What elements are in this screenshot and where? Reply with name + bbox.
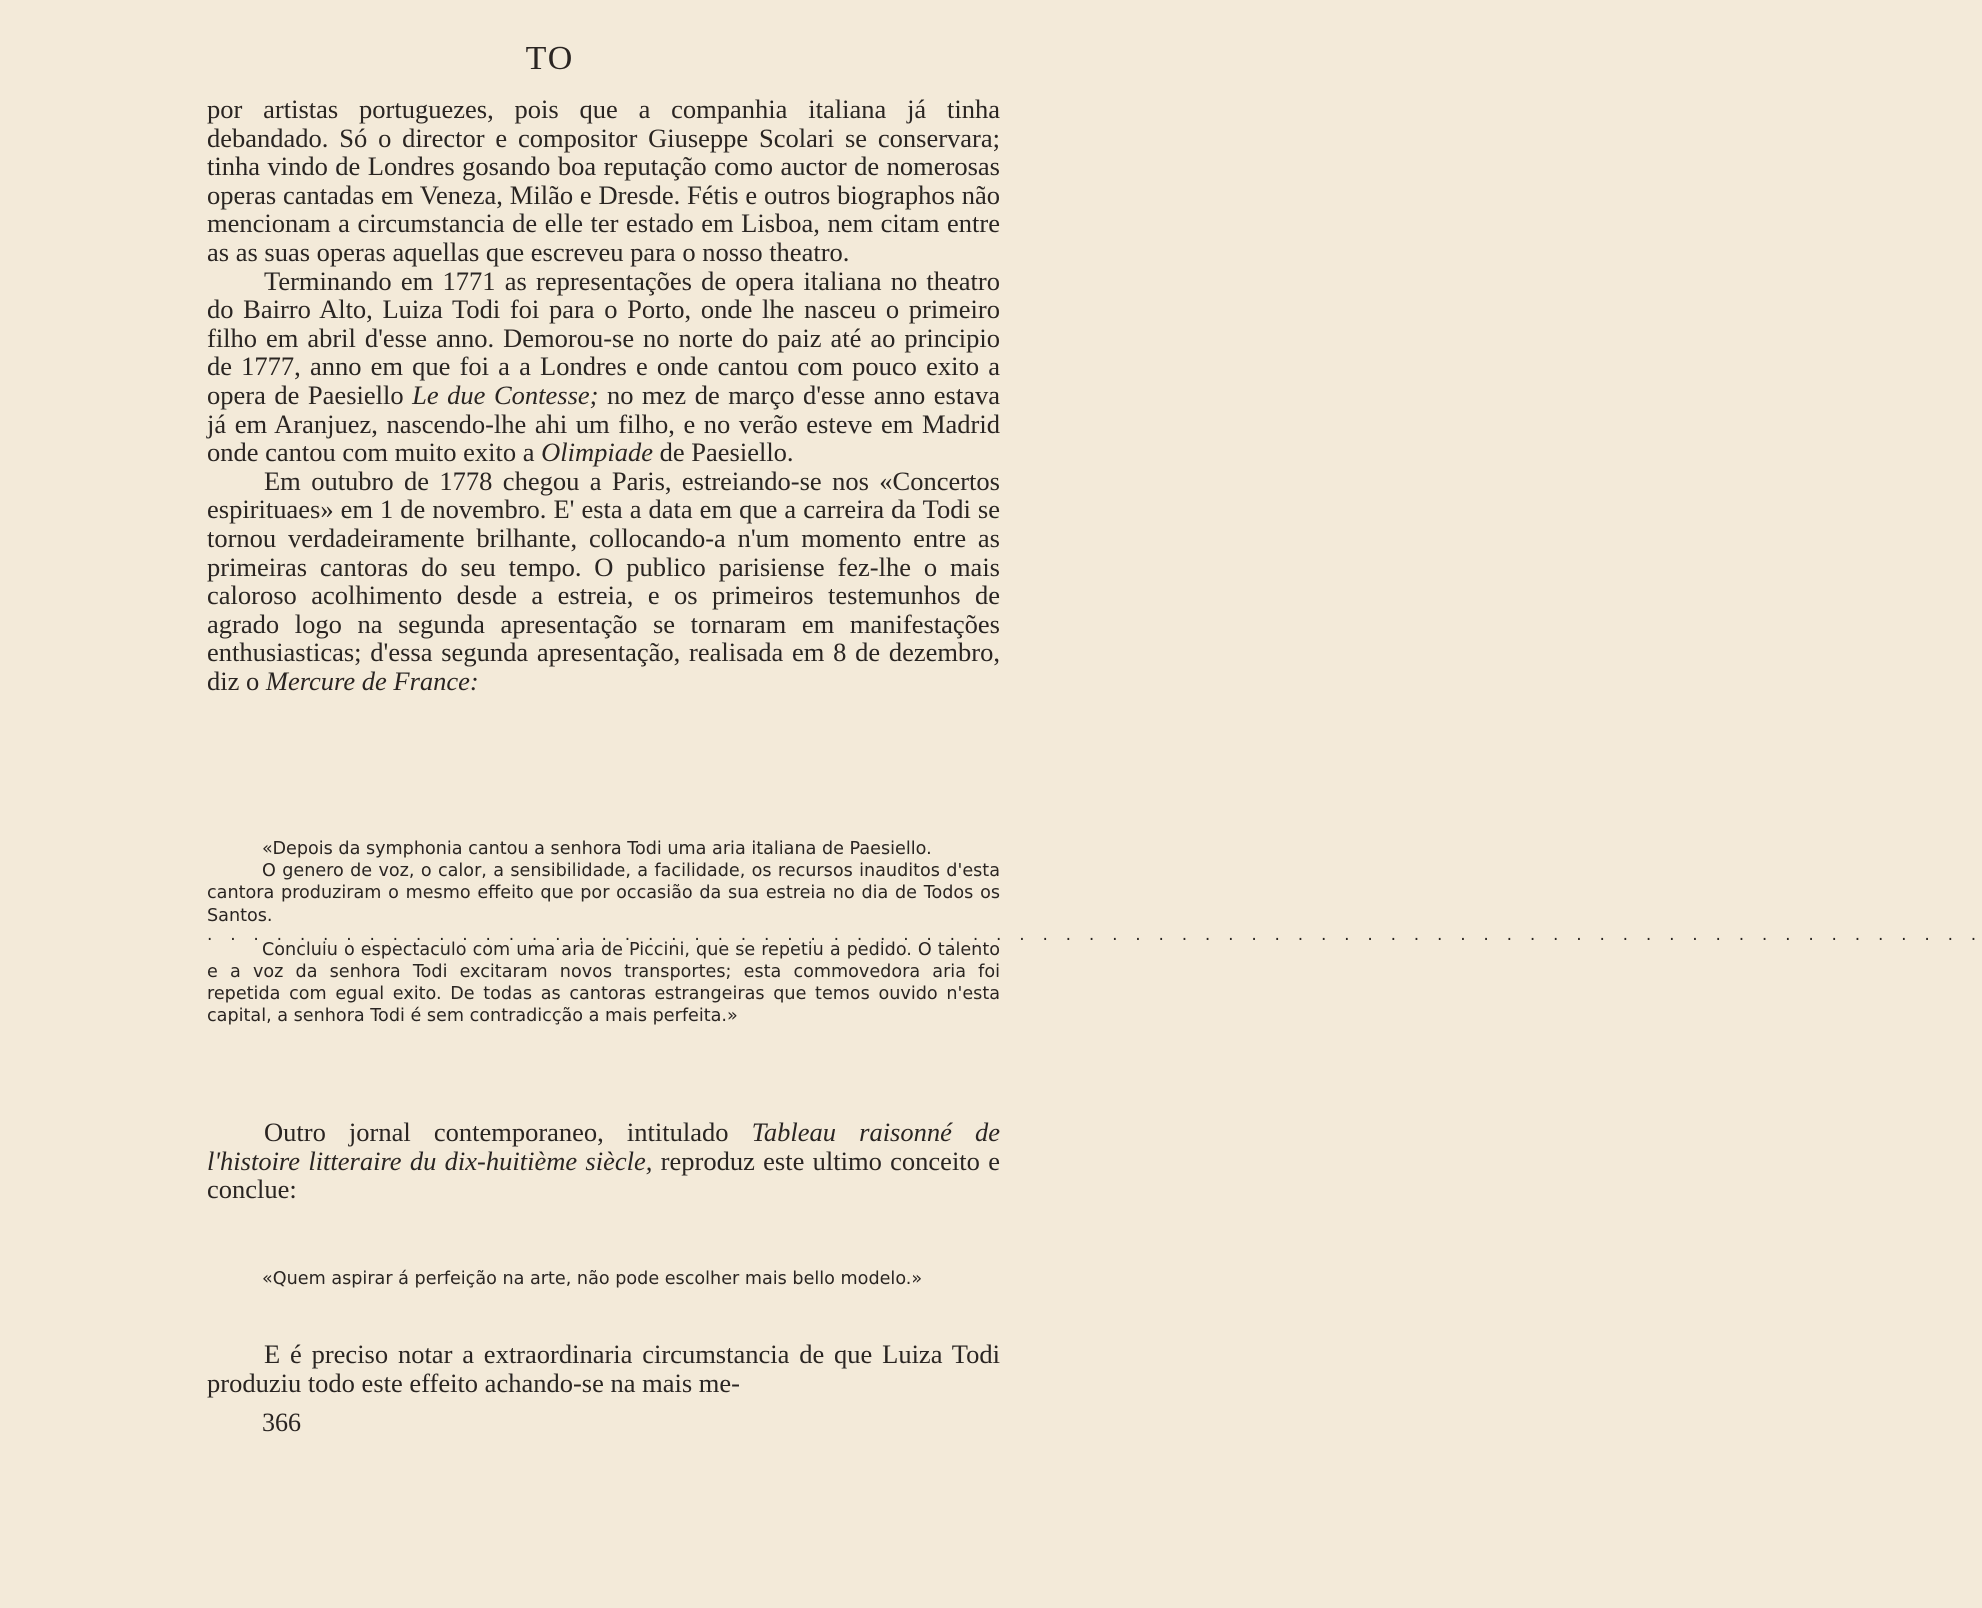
paragraph-2-text-c: de Paesiello. <box>653 437 794 468</box>
paragraph-2-text-b: no mez de março d'esse anno estava já em Aranjuez, nascendo-lhe ahi um filho, e no verão esteve em Madrid onde cantou com muito exito a <box>207 379 1000 468</box>
paragraph-2-text-a: Terminando em 1771 as representações de opera italiana no theatro do Bairro Alto, Luiza Todi foi para o Porto, onde lhe nasceu o primeiro filho em abril d'esse anno. Demorou-se no norte do paiz até ao principio de 1777, anno em que foi a a Londres e onde cantou com pouco exito a opera de Paesiello <box>207 265 1000 410</box>
main-text-block <box>207 95 1000 695</box>
paragraph-3-text: Em outubro de 1778 chegou a Paris, estreiando-se nos «Concertos espirituaes» em 1 de novembro. E' esta a data em que a carreira da Todi se tornou verdadeiramente brilhante, collocando-a n'um momento entre as primeiras cantoras do seu tempo. O publico parisiense fez-lhe o mais caloroso acolhimento desde a estreia, e os primeiros testemunhos de agrado logo na segunda apresentação se tornaram em manifestações enthusiasticas; d'essa segunda apresentação, realisada em 8 de dezembro, diz o <box>207 465 1000 696</box>
paragraph-4-block <box>207 1118 1000 1204</box>
quote-paragraph-2: O genero de voz, o calor, a sensibilidade, a facilidade, os recursos inauditos d'esta cantora produziram o mesmo effeito que por occasião da sua estreia no dia de Todos os Santos. <box>207 861 1000 926</box>
quotation-block-2 <box>207 1268 1000 1290</box>
quote-paragraph-3: Concluiu o espectaculo com uma aria de Piccini, que se repetiu a pedido. O talento e a voz da senhora Todi excitaram novos transportes; esta commovedora aria foi repetida com egual exito. De todas as cantoras estrangeiras que temos ouvido n'esta capital, a senhora Todi é sem contradicção a mais perfeita.» <box>207 939 1000 1027</box>
paragraph-4-text-a: Outro jornal contemporaneo, intitulado <box>264 1117 752 1147</box>
quotation-block-1 <box>207 838 1982 1028</box>
journal-title-mercure: Mercure de France: <box>265 665 479 696</box>
journal-title-tableau: Tableau raisonné de l'histoire litteraire du dix-huitième siècle, <box>207 1117 1000 1176</box>
paragraph-5: E é preciso notar a extraordinaria circumstancia de que Luiza Todi produziu todo este effeito achando-se na mais me- <box>207 1339 1000 1398</box>
ellipsis-rule: . . . . . . . . . . . . . . . . . . . . . . . . . . . . . . . . . . . . . . . . . . . . . . . . . . . . . . . . . . . . . . . . . . . . . . . . . . . . . <box>207 924 1982 945</box>
paragraph-1: por artistas portuguezes, pois que a companhia italiana já tinha debandado. Só o director e compositor Giuseppe Scolari se conservara; tinha vindo de Londres gosando boa reputação como auctor de nomerosas operas cantadas em Veneza, Milão e Dresde. Fétis e outros biographos não mencionam a circumstancia de elle ter estado em Lisboa, nem citam entre as as suas operas aquellas que escreveu para o nosso theatro. <box>207 94 1000 267</box>
opera-title-olimpiade: Olimpiade <box>541 437 653 468</box>
page-number: 366 <box>262 1408 301 1437</box>
opera-title-le-due-contesse: Le due Contesse; <box>412 379 599 410</box>
running-head: TO <box>525 40 575 77</box>
quote-paragraph-4: «Quem aspirar á perfeição na arte, não pode escolher mais bello modelo.» <box>262 1269 923 1289</box>
paragraph-2 <box>207 267 1000 467</box>
paragraph-5-block <box>207 1340 1000 1397</box>
quote-paragraph-1: «Depois da symphonia cantou a senhora Todi uma aria italiana de Paesiello. <box>262 839 932 859</box>
paragraph-4 <box>207 1118 1000 1204</box>
paragraph-4-text-b: reproduz este ultimo conceito e conclue: <box>207 1145 1000 1205</box>
paragraph-3 <box>207 467 1000 696</box>
